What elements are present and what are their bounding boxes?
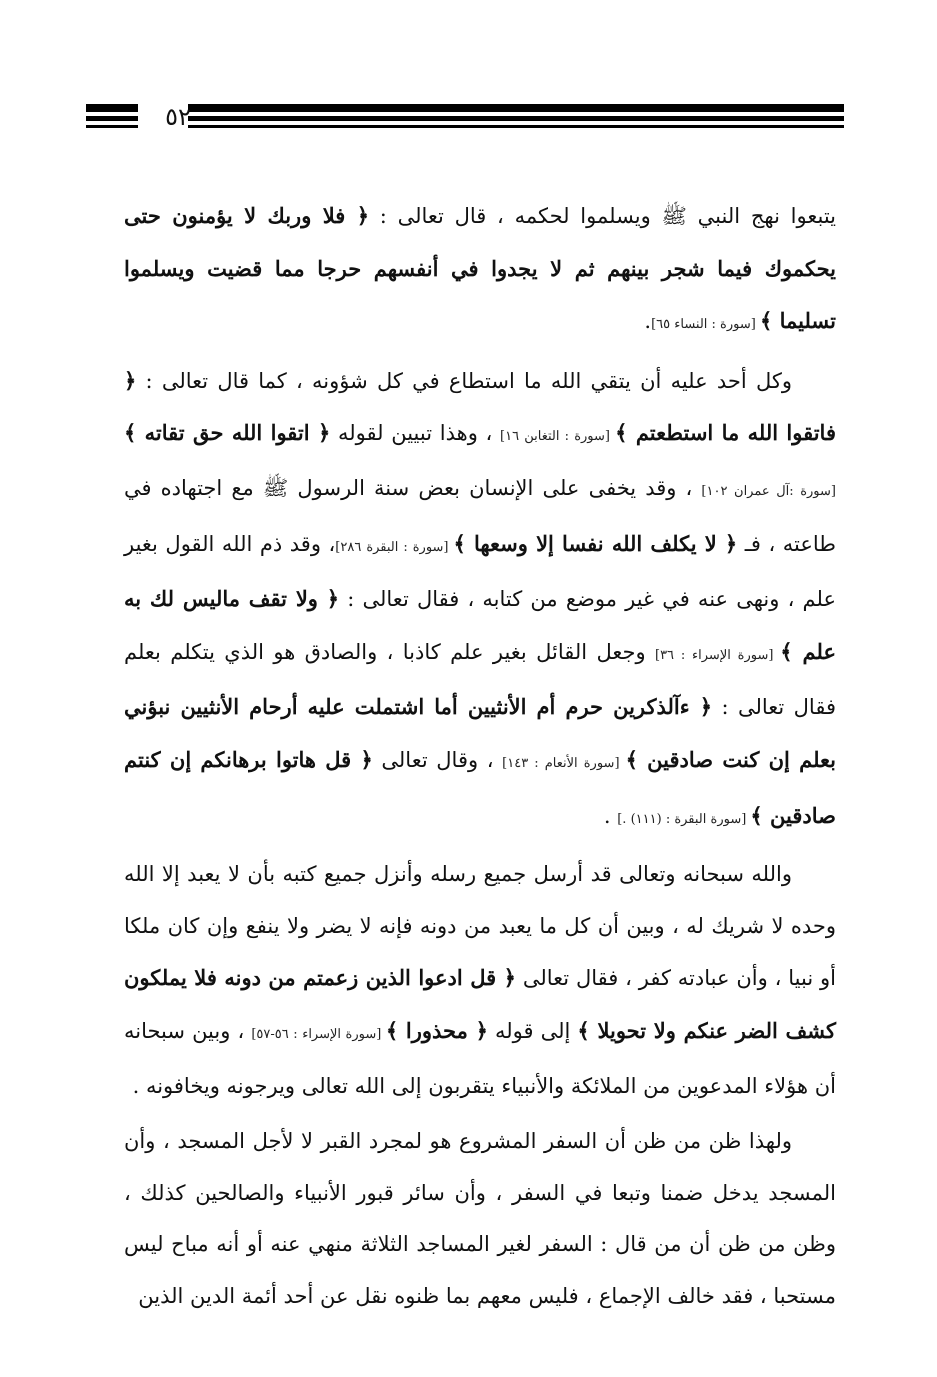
ornate-bracket: ﴾ <box>750 802 763 828</box>
ornate-bracket: ﴾ <box>385 1017 399 1043</box>
ornate-bracket: ﴾ <box>124 420 137 446</box>
ornate-bracket: ﴿ <box>699 694 713 720</box>
body-text-run: ولهذا ظن من ظن أن السفر المشروع هو لمجرد القبر لا لأجل المسجد ، وأن المسجد يدخل ضمنا وتبعا في السفر ، وأن سائر قبور الأنبياء والصالحين كذلك ، وظن من ظن أن من قال : السفر لغير المساجد الثلاثة منهي عنه أو أنه مباح ليس مستحبا ، فقد خالف الإجماع ، فليس معهم بما ظنوه نقل عن أحد أئمة الدين الذين <box>124 1129 836 1308</box>
body-text-run: ، وقد يخفى على الإنسان بعض سنة الرسول ﷺ مع اجتهاده في طاعته ، فـ <box>124 475 836 556</box>
body-text-run: إلى قوله <box>487 1018 578 1043</box>
paragraph <box>124 1116 836 1322</box>
page-number: ٥٢ <box>165 103 191 131</box>
surah-reference: [سورة :آل عمران ١٠٢] <box>701 483 836 499</box>
ornate-bracket: ﴿ <box>317 420 331 446</box>
header-rule-right-thick <box>188 104 844 112</box>
quran-verse: فاتقوا الله ما استطعتم <box>627 420 836 446</box>
ornate-bracket: ﴿ <box>326 586 340 612</box>
body-text-run: ، وقد ذم الله القول بغير علم ، ونهى عنه في غير موضع من كتابه ، فقال تعالى : <box>124 531 837 612</box>
ornate-bracket: ﴾ <box>577 1017 590 1043</box>
body-text-run: . <box>644 309 652 334</box>
quran-verse: لا يكلف الله نفسا إلا وسعها <box>465 530 725 556</box>
header-rule-right-mid <box>188 116 844 121</box>
ornate-bracket: ﴾ <box>759 308 773 334</box>
quran-verse: فلا وربك لا يؤمنون حتى يحكموك فيما شجر بينهم ثم لا يجدوا في أنفسهم حرجا مما قضيت ويسلموا تسليما <box>124 203 836 334</box>
surah-reference: [سورة : البقرة ٢٨٦] <box>335 539 454 555</box>
page-body <box>124 190 836 1326</box>
quran-verse: ولا تقف ماليس لك به علم <box>124 586 836 664</box>
ornate-bracket: ﴾ <box>780 638 793 664</box>
body-text-run: وجعل القائل بغير علم كاذبا ، والصادق هو الذي يتكلم بعلم فقال تعالى : <box>124 639 836 720</box>
body-text-run: والله سبحانه وتعالى قد أرسل جميع رسله وأنزل جميع كتبه بأن لا يعبد إلا الله وحده لا شريك له ، وبين أن كل ما يعبد من دونه فإنه لا يضر ولا ينفع وإن كان ملكا أو نبيا ، وأن عبادته كفر ، فقال تعالى <box>124 862 836 991</box>
header-rule-left-mid <box>86 116 138 121</box>
paragraph <box>124 849 836 1112</box>
paragraph <box>124 355 836 845</box>
surah-reference: [سورة : النساء ٦٥] <box>651 317 760 333</box>
quran-verse: قل ادعوا الذين زعمتم من دونه فلا يملكون كشف الضر عنكم ولا تحويلا <box>124 965 836 1043</box>
ornate-bracket: ﴾ <box>453 530 466 556</box>
ornate-bracket: ﴿ <box>356 203 369 228</box>
ornate-bracket: ﴿ <box>124 367 137 393</box>
quran-verse: اتقوا الله حق تقاته <box>136 420 318 446</box>
surah-reference: [سورة الأنعام : ١٤٣] <box>502 755 626 771</box>
ornate-bracket: ﴿ <box>724 530 738 556</box>
quran-verse: محذورا <box>398 1017 476 1043</box>
ornate-bracket: ﴿ <box>475 1017 488 1043</box>
surah-reference: [سورة الإسراء : ٣٦] <box>654 647 781 663</box>
ornate-bracket: ﴾ <box>615 420 628 446</box>
page-header <box>86 100 844 134</box>
quran-verse: ءآلذكرين حرم أم الأنثيين أما اشتملت عليه أرحام الأنثيين نبؤني بعلم إن كنت صادقين <box>124 694 836 772</box>
paragraph <box>124 190 836 351</box>
header-rule-left-bottom <box>86 125 138 128</box>
body-text-run: وكل أحد عليه أن يتقي الله ما استطاع في كل شؤونه ، كما قال تعالى : <box>136 368 792 393</box>
body-text-run: ، وقال تعالى <box>372 747 503 772</box>
body-text-run: . <box>603 803 618 828</box>
surah-reference: [سورة البقرة : (١١١) .] <box>617 811 751 827</box>
ornate-bracket: ﴿ <box>360 746 373 772</box>
body-text-run: ، وبين سبحانه أن هؤلاء المدعوين من الملائكة والأنبياء يتقربون إلى الله تعالى ويرجونه ويخافونه . <box>124 1018 836 1098</box>
body-text-run: يتبعوا نهج النبي ﷺ ويسلموا لحكمه ، قال تعالى : <box>369 204 836 228</box>
ornate-bracket: ﴾ <box>625 746 638 772</box>
header-rule-left-top <box>86 104 138 112</box>
surah-reference: [سورة الإسراء : ٥٦-٥٧] <box>251 1026 386 1042</box>
ornate-bracket: ﴿ <box>503 965 516 991</box>
header-rule-right-thin <box>188 125 844 128</box>
surah-reference: [سورة : التغابن ١٦] <box>500 429 616 445</box>
body-text-run: ، وهذا تبيين لقوله <box>330 421 501 446</box>
quran-verse: قل هاتوا برهانكم إن كنتم صادقين <box>124 746 836 828</box>
